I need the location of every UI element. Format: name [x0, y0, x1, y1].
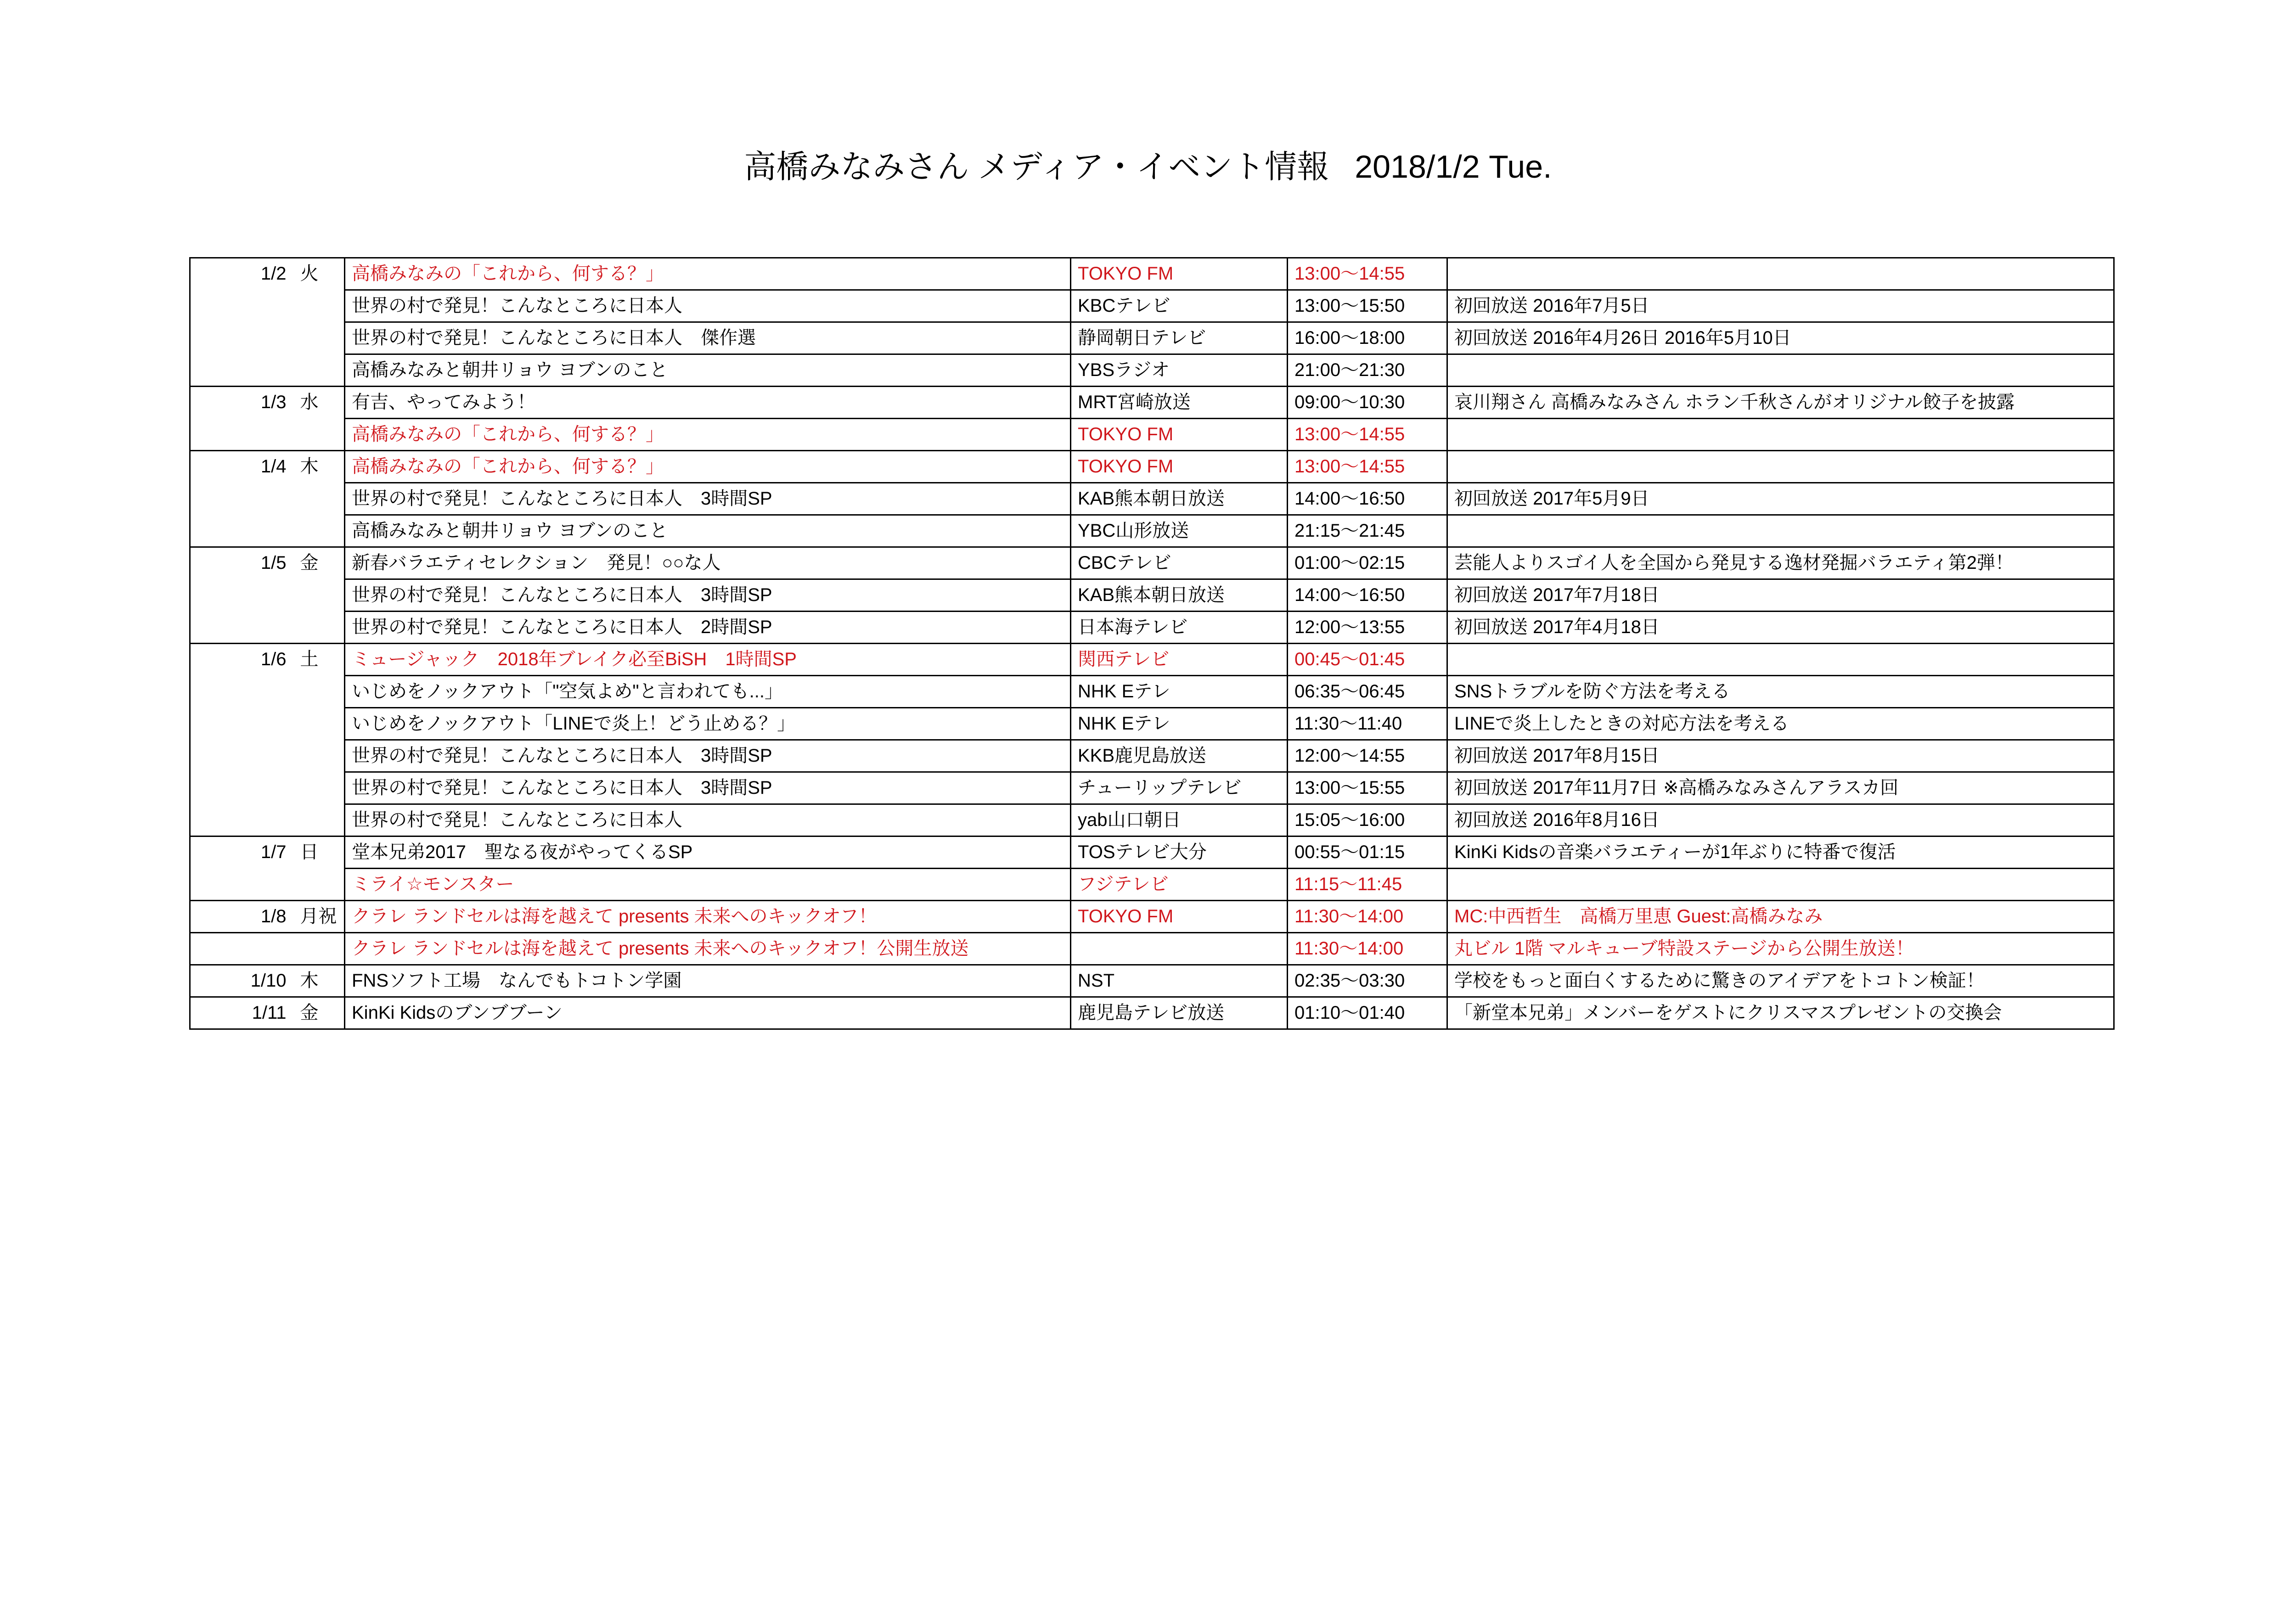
- program-title-cell: ミライ☆モンスター: [345, 869, 1071, 901]
- note-cell: 初回放送 2017年8月15日: [1447, 740, 2114, 772]
- note-cell: 初回放送 2016年4月26日 2016年5月10日: [1447, 322, 2114, 354]
- station-cell: TOKYO FM: [1071, 419, 1288, 451]
- program-title-cell: 世界の村で発見！こんなところに日本人: [345, 804, 1071, 836]
- airtime-cell: 14:00〜16:50: [1288, 579, 1447, 612]
- program-title-cell: 世界の村で発見！こんなところに日本人 2時間SP: [345, 612, 1071, 644]
- program-title-cell: KinKi Kidsのブンブブーン: [345, 997, 1071, 1029]
- airtime-cell: 13:00〜15:50: [1288, 290, 1447, 322]
- program-title-cell: 世界の村で発見！こんなところに日本人 3時間SP: [345, 579, 1071, 612]
- note-cell: [1447, 515, 2114, 547]
- table-row: [190, 387, 2114, 419]
- table-row: [190, 836, 2114, 869]
- airtime-cell: 13:00〜14:55: [1288, 451, 1447, 483]
- note-cell: [1447, 258, 2114, 290]
- table-row: [190, 772, 2114, 804]
- table-row: [190, 258, 2114, 290]
- station-cell: NHK Eテレ: [1071, 676, 1288, 708]
- station-cell: TOKYO FM: [1071, 451, 1288, 483]
- airtime-cell: 13:00〜14:55: [1288, 258, 1447, 290]
- table-row: [190, 997, 2114, 1029]
- weekday-cell: 日: [294, 836, 345, 901]
- station-cell: NST: [1071, 965, 1288, 997]
- note-cell: KinKi Kidsの音楽バラエティーが1年ぶりに特番で復活: [1447, 836, 2114, 869]
- program-title-cell: 世界の村で発見！こんなところに日本人 3時間SP: [345, 772, 1071, 804]
- table-row: [190, 547, 2114, 579]
- note-cell: LINEで炎上したときの対応方法を考える: [1447, 708, 2114, 740]
- station-cell: KKB鹿児島放送: [1071, 740, 1288, 772]
- airtime-cell: 11:15〜11:45: [1288, 869, 1447, 901]
- program-title-cell: クラレ ランドセルは海を越えて presents 未来へのキックオフ！公開生放送: [345, 933, 1071, 965]
- program-title-cell: 高橋みなみと朝井リョウ ヨブンのこと: [345, 354, 1071, 387]
- schedule-table: [189, 257, 2115, 1030]
- airtime-cell: 15:05〜16:00: [1288, 804, 1447, 836]
- table-row: [190, 965, 2114, 997]
- airtime-cell: 02:35〜03:30: [1288, 965, 1447, 997]
- program-title-cell: 新春バラエティセレクション 発見！○○な人: [345, 547, 1071, 579]
- table-row: [190, 322, 2114, 354]
- station-cell: 日本海テレビ: [1071, 612, 1288, 644]
- station-cell: TOSテレビ大分: [1071, 836, 1288, 869]
- note-cell: 「新堂本兄弟」メンバーをゲストにクリスマスプレゼントの交換会: [1447, 997, 2114, 1029]
- note-cell: 哀川翔さん 高橋みなみさん ホラン千秋さんがオリジナル餃子を披露: [1447, 387, 2114, 419]
- airtime-cell: 11:30〜11:40: [1288, 708, 1447, 740]
- program-title-cell: いじめをノックアウト「"空気よめ"と言われても...」: [345, 676, 1071, 708]
- page-title-date: 2018/1/2 Tue.: [1355, 149, 1552, 185]
- program-title-cell: 有吉、やってみよう！: [345, 387, 1071, 419]
- program-title-cell: 高橋みなみの「これから、何する？」: [345, 451, 1071, 483]
- date-cell: 1/2: [190, 258, 294, 387]
- table-row: [190, 644, 2114, 676]
- date-cell: 1/8: [190, 901, 294, 933]
- note-cell: 初回放送 2016年8月16日: [1447, 804, 2114, 836]
- page-title-main: 高橋みなみさん メディア・イベント情報: [744, 149, 1329, 185]
- airtime-cell: 09:00〜10:30: [1288, 387, 1447, 419]
- note-cell: 初回放送 2017年4月18日: [1447, 612, 2114, 644]
- program-title-cell: クラレ ランドセルは海を越えて presents 未来へのキックオフ！: [345, 901, 1071, 933]
- table-row: [190, 579, 2114, 612]
- airtime-cell: 00:45〜01:45: [1288, 644, 1447, 676]
- weekday-cell: 月祝: [294, 901, 345, 933]
- table-row: [190, 290, 2114, 322]
- airtime-cell: 16:00〜18:00: [1288, 322, 1447, 354]
- program-title-cell: 堂本兄弟2017 聖なる夜がやってくるSP: [345, 836, 1071, 869]
- note-cell: 初回放送 2017年11月7日 ※高橋みなみさんアラスカ回: [1447, 772, 2114, 804]
- program-title-cell: いじめをノックアウト「LINEで炎上！どう止める？」: [345, 708, 1071, 740]
- airtime-cell: 12:00〜14:55: [1288, 740, 1447, 772]
- date-cell: 1/5: [190, 547, 294, 644]
- weekday-cell: 金: [294, 997, 345, 1029]
- note-cell: [1447, 419, 2114, 451]
- station-cell: YBSラジオ: [1071, 354, 1288, 387]
- station-cell: CBCテレビ: [1071, 547, 1288, 579]
- note-cell: SNSトラブルを防ぐ方法を考える: [1447, 676, 2114, 708]
- station-cell: MRT宮崎放送: [1071, 387, 1288, 419]
- note-cell: [1447, 644, 2114, 676]
- station-cell: YBC山形放送: [1071, 515, 1288, 547]
- station-cell: フジテレビ: [1071, 869, 1288, 901]
- weekday-cell: 水: [294, 387, 345, 451]
- program-title-cell: 高橋みなみの「これから、何する？」: [345, 419, 1071, 451]
- table-row: [190, 804, 2114, 836]
- note-cell: [1447, 451, 2114, 483]
- airtime-cell: 21:00〜21:30: [1288, 354, 1447, 387]
- date-cell: 1/11: [190, 997, 294, 1029]
- date-cell: 1/6: [190, 644, 294, 836]
- table-row: [190, 740, 2114, 772]
- station-cell: [1071, 933, 1288, 965]
- program-title-cell: FNSソフト工場 なんでもトコトン学園: [345, 965, 1071, 997]
- note-cell: [1447, 869, 2114, 901]
- table-row: [190, 419, 2114, 451]
- date-cell: [190, 933, 294, 965]
- program-title-cell: 世界の村で発見！こんなところに日本人 傑作選: [345, 322, 1071, 354]
- note-cell: MC:中西哲生 高橋万里恵 Guest:高橋みなみ: [1447, 901, 2114, 933]
- station-cell: yab山口朝日: [1071, 804, 1288, 836]
- program-title-cell: 高橋みなみの「これから、何する？」: [345, 258, 1071, 290]
- program-title-cell: 高橋みなみと朝井リョウ ヨブンのこと: [345, 515, 1071, 547]
- airtime-cell: 14:00〜16:50: [1288, 483, 1447, 515]
- note-cell: 初回放送 2016年7月5日: [1447, 290, 2114, 322]
- weekday-cell: 火: [294, 258, 345, 387]
- table-row: [190, 933, 2114, 965]
- airtime-cell: 00:55〜01:15: [1288, 836, 1447, 869]
- note-cell: 初回放送 2017年7月18日: [1447, 579, 2114, 612]
- schedule-body: [190, 258, 2114, 1029]
- station-cell: チューリップテレビ: [1071, 772, 1288, 804]
- note-cell: [1447, 354, 2114, 387]
- weekday-cell: 木: [294, 965, 345, 997]
- airtime-cell: 11:30〜14:00: [1288, 901, 1447, 933]
- note-cell: 芸能人よりスゴイ人を全国から発見する逸材発掘バラエティ第2弾！: [1447, 547, 2114, 579]
- station-cell: 関西テレビ: [1071, 644, 1288, 676]
- table-row: [190, 901, 2114, 933]
- table-row: [190, 676, 2114, 708]
- program-title-cell: 世界の村で発見！こんなところに日本人 3時間SP: [345, 483, 1071, 515]
- table-row: [190, 708, 2114, 740]
- airtime-cell: 12:00〜13:55: [1288, 612, 1447, 644]
- table-row: [190, 612, 2114, 644]
- weekday-cell: [294, 933, 345, 965]
- date-cell: 1/3: [190, 387, 294, 451]
- date-cell: 1/10: [190, 965, 294, 997]
- program-title-cell: ミュージャック 2018年ブレイク必至BiSH 1時間SP: [345, 644, 1071, 676]
- note-cell: 丸ビル 1階 マルキューブ特設ステージから公開生放送！: [1447, 933, 2114, 965]
- station-cell: KAB熊本朝日放送: [1071, 483, 1288, 515]
- table-row: [190, 451, 2114, 483]
- station-cell: NHK Eテレ: [1071, 708, 1288, 740]
- airtime-cell: 11:30〜14:00: [1288, 933, 1447, 965]
- weekday-cell: 金: [294, 547, 345, 644]
- table-row: [190, 354, 2114, 387]
- program-title-cell: 世界の村で発見！こんなところに日本人 3時間SP: [345, 740, 1071, 772]
- airtime-cell: 06:35〜06:45: [1288, 676, 1447, 708]
- weekday-cell: 土: [294, 644, 345, 836]
- weekday-cell: 木: [294, 451, 345, 547]
- table-row: [190, 515, 2114, 547]
- table-row: [190, 483, 2114, 515]
- table-row: [190, 869, 2114, 901]
- station-cell: TOKYO FM: [1071, 901, 1288, 933]
- date-cell: 1/7: [190, 836, 294, 901]
- date-cell: 1/4: [190, 451, 294, 547]
- station-cell: 静岡朝日テレビ: [1071, 322, 1288, 354]
- airtime-cell: 13:00〜15:55: [1288, 772, 1447, 804]
- airtime-cell: 13:00〜14:55: [1288, 419, 1447, 451]
- airtime-cell: 21:15〜21:45: [1288, 515, 1447, 547]
- airtime-cell: 01:10〜01:40: [1288, 997, 1447, 1029]
- note-cell: 学校をもっと面白くするために驚きのアイデアをトコトン検証！: [1447, 965, 2114, 997]
- station-cell: TOKYO FM: [1071, 258, 1288, 290]
- airtime-cell: 01:00〜02:15: [1288, 547, 1447, 579]
- station-cell: 鹿児島テレビ放送: [1071, 997, 1288, 1029]
- program-title-cell: 世界の村で発見！こんなところに日本人: [345, 290, 1071, 322]
- station-cell: KBCテレビ: [1071, 290, 1288, 322]
- note-cell: 初回放送 2017年5月9日: [1447, 483, 2114, 515]
- page-title: [0, 146, 2296, 187]
- station-cell: KAB熊本朝日放送: [1071, 579, 1288, 612]
